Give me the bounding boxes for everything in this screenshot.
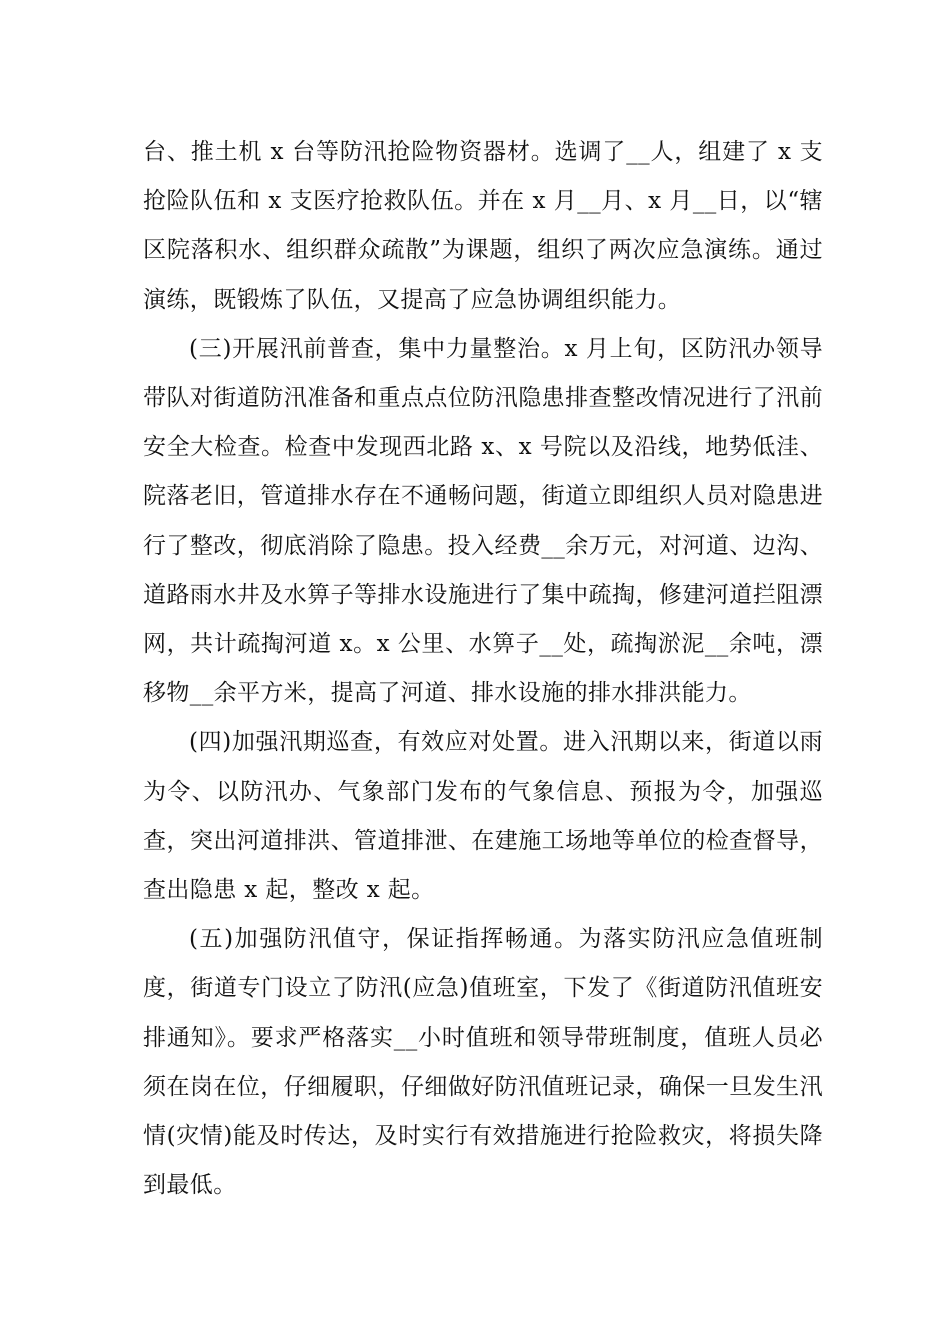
paragraph-section-5: (五)加强防汛值守，保证指挥畅通。为落实防汛应急值班制度，街道专门设立了防汛(应急)值班室，下发了《街道防汛值班安排通知》。要求严格落实__小时值班和领导带班制度，值班人员必须在岗在位，仔细履职，仔细做好防汛值班记录，确保一旦发生汛情(灾情)能及时传达，及时实行有效措施进行抢险救灾，将损失降到最低。 [143, 926, 823, 1199]
document-body [143, 128, 823, 1210]
paragraph-section-3: (三)开展汛前普查，集中力量整治。x 月上旬，区防汛办领导带队对街道防汛准备和重点点位防汛隐患排查整改情况进行了汛前安全大检查。检查中发现西北路 x、x 号院以及沿线，地势低洼、院落老旧，管道排水存在不通畅问题，街道立即组织人员对隐患进行了整改，彻底消除了隐患。投入经费__余万元，对河道、边沟、道路雨水井及水箅子等排水设施进行了集中疏掏，修建河道拦阻漂网，共计疏掏河道 x。x 公里、水箅子__处，疏掏淤泥__余吨，漂移物__余平方米，提高了河道、排水设施的排水排洪能力。 [143, 335, 823, 707]
paragraph-continuation: 台、推土机 x 台等防汛抢险物资器材。选调了__人，组建了 x 支抢险队伍和 x 支医疗抢救队伍。并在 x 月__月、x 月__日，以“辖区院落积水、组织群众疏散”为课题，组织了两次应急演练。通过演练，既锻炼了队伍，又提高了应急协调组织能力。 [143, 139, 823, 313]
paragraph-section-4: (四)加强汛期巡查，有效应对处置。进入汛期以来，街道以雨为令、以防汛办、气象部门发布的气象信息、预报为令，加强巡查，突出河道排洪、管道排泄、在建施工场地等单位的检查督导，查出隐患 x 起，整改 x 起。 [143, 729, 823, 904]
